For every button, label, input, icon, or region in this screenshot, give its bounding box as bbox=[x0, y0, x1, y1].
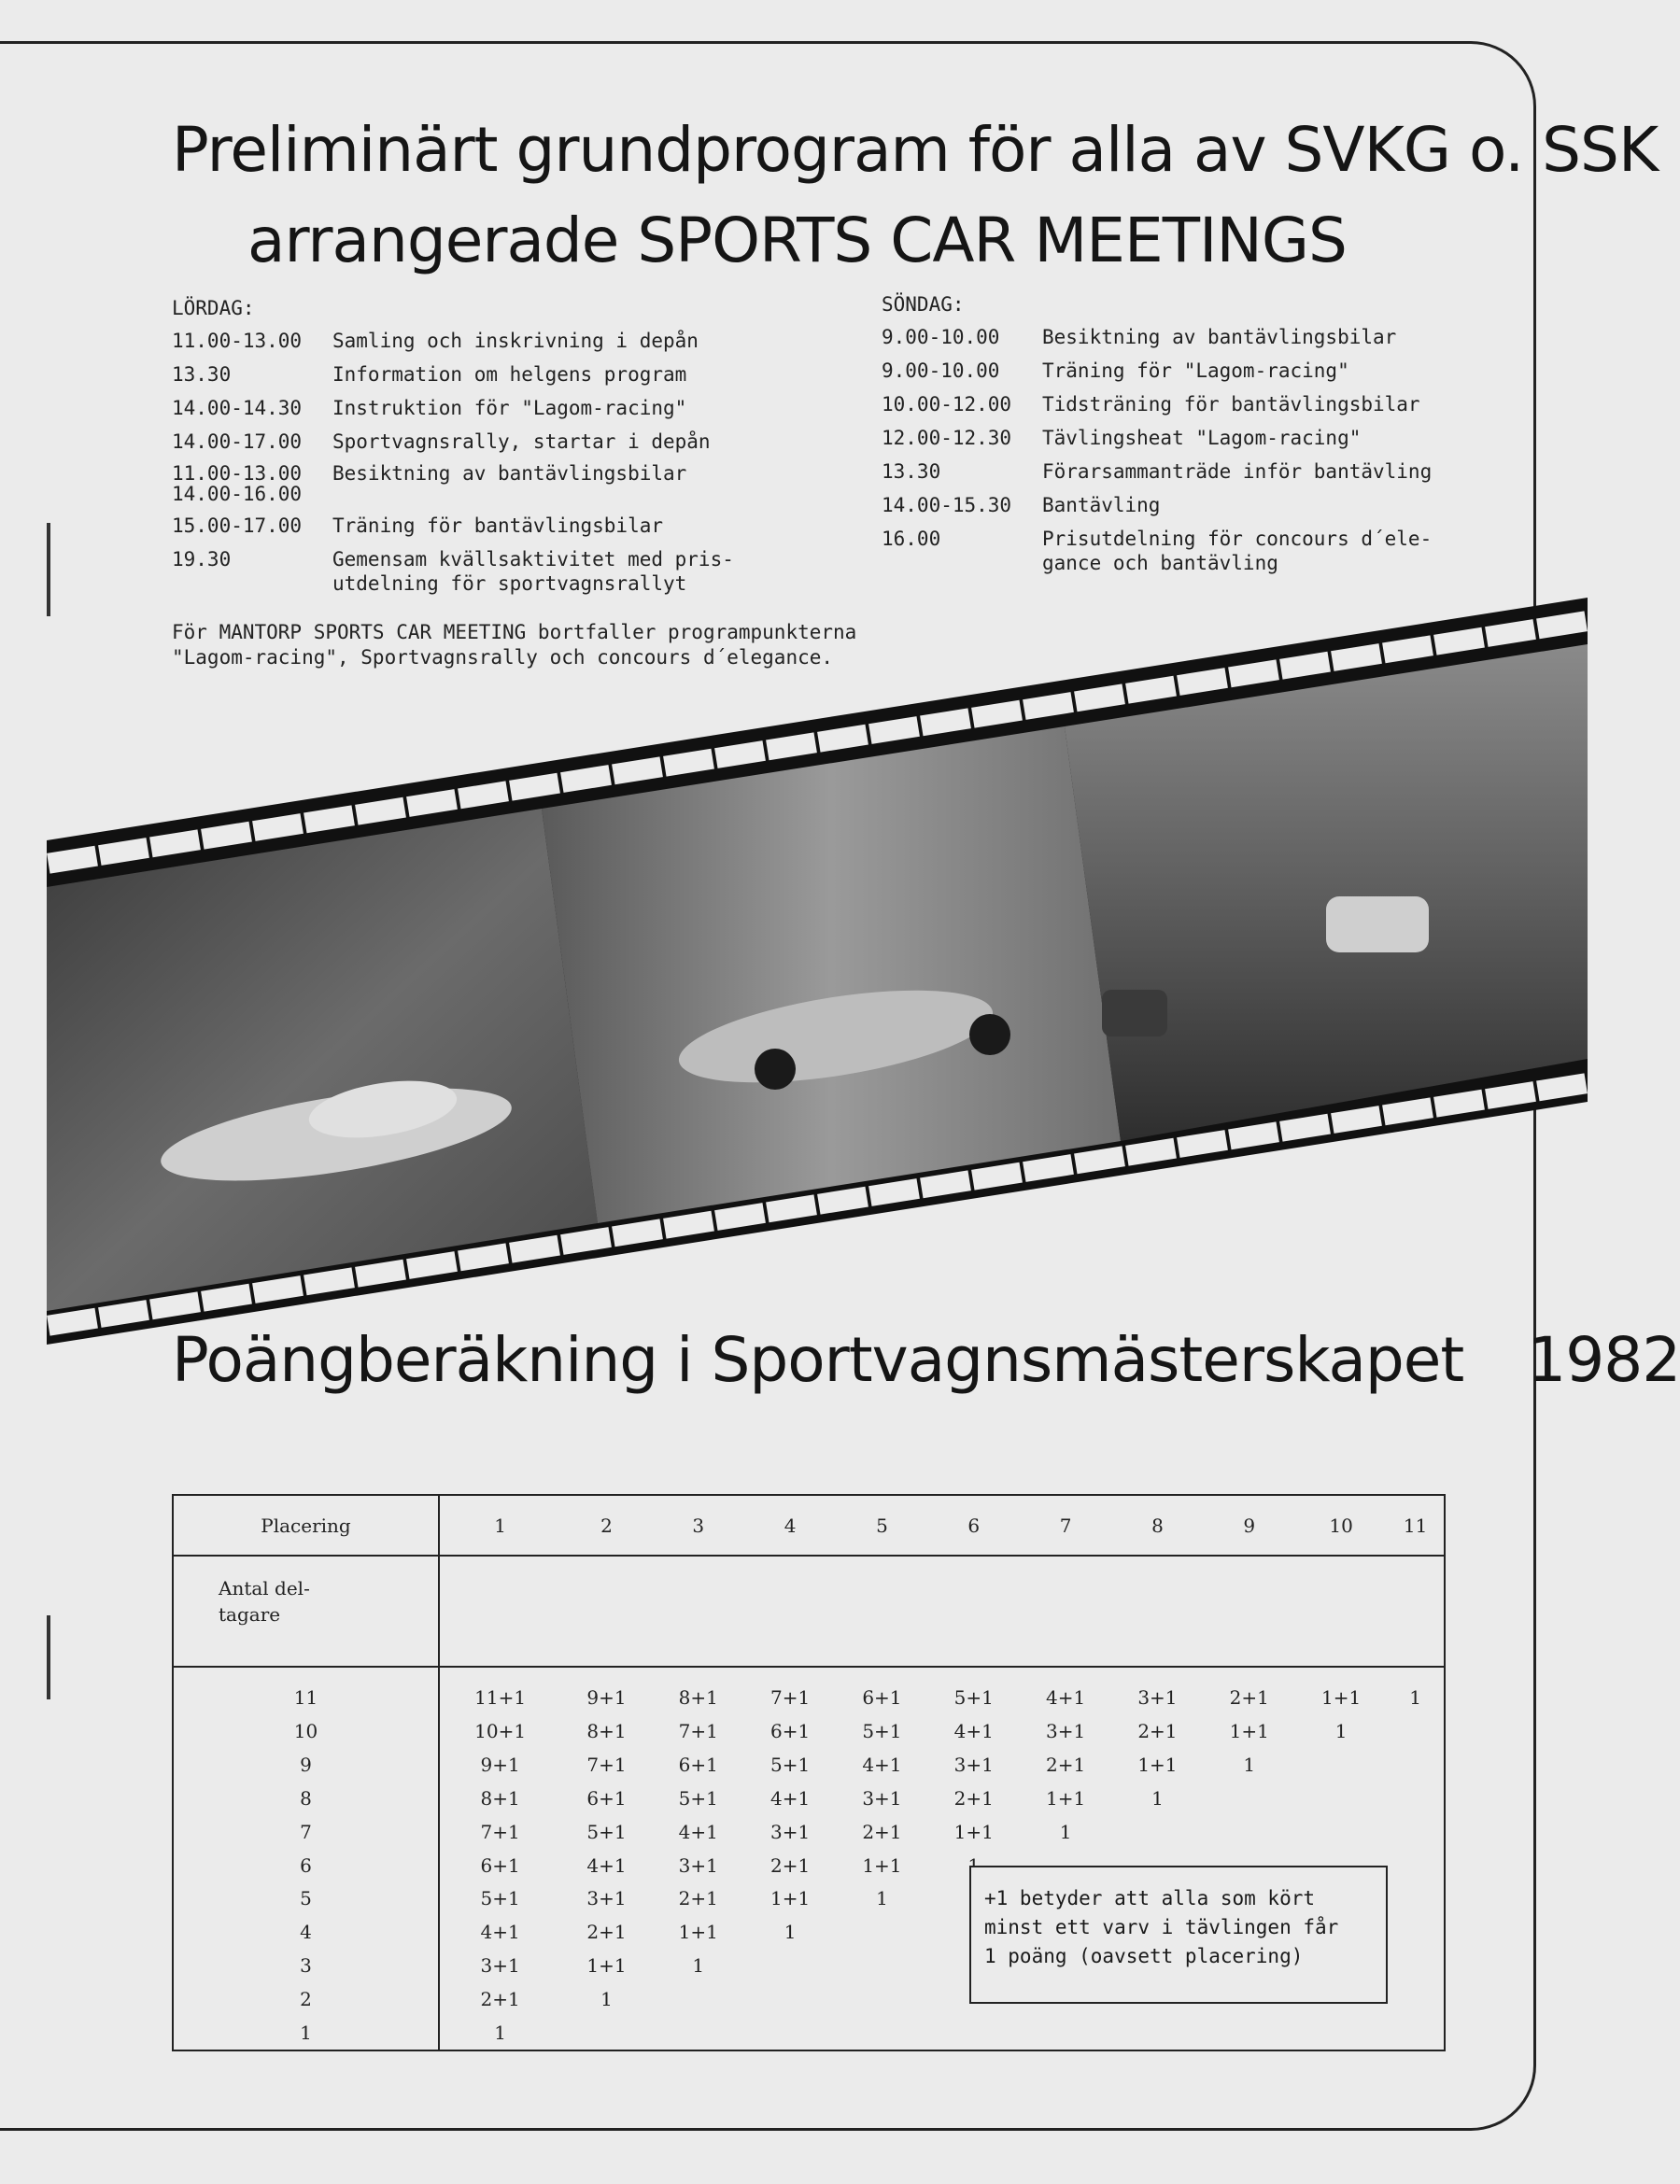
schedule-event: Information om helgens program bbox=[332, 363, 687, 386]
schedule-time: 11.00-13.00 bbox=[172, 330, 303, 352]
points-cell: 3+1 bbox=[953, 1754, 994, 1777]
binding-mark bbox=[47, 1615, 50, 1699]
points-cell: 3+1 bbox=[586, 1887, 627, 1910]
points-cell: 5+1 bbox=[678, 1786, 718, 1810]
points-cell bbox=[1387, 1782, 1445, 1815]
table-row bbox=[173, 1667, 1445, 1715]
schedule-time: 14.00-15.30 bbox=[882, 494, 1012, 516]
points-cell bbox=[1295, 1748, 1387, 1782]
sunday-label: SÖNDAG: bbox=[882, 293, 965, 316]
schedule-event: Träning för bantävlingsbilar bbox=[332, 514, 664, 537]
schedule-event: Tävlingsheat "Lagom-racing" bbox=[1042, 427, 1362, 449]
points-cell: 2+1 bbox=[1229, 1685, 1269, 1709]
points-cell: 3+1 bbox=[480, 1954, 520, 1978]
points-cell: 1 bbox=[876, 1887, 888, 1910]
schedule-event: Besiktning av bantävlingsbilar bbox=[1042, 326, 1397, 348]
points-cell: 11+1 bbox=[474, 1685, 527, 1709]
points-cell: 9+1 bbox=[586, 1685, 627, 1709]
points-cell: 6+1 bbox=[770, 1720, 811, 1743]
participants-count: 2 bbox=[173, 1982, 439, 2016]
points-cell bbox=[1387, 1949, 1445, 1982]
points-cell bbox=[1204, 1782, 1295, 1815]
points-cell bbox=[560, 2016, 652, 2050]
points-cell: 8+1 bbox=[586, 1720, 627, 1743]
points-cell: 5+1 bbox=[953, 1685, 994, 1709]
points-cell: 2+1 bbox=[1137, 1720, 1178, 1743]
points-cell bbox=[1387, 1714, 1445, 1748]
points-cell: 6+1 bbox=[480, 1853, 520, 1877]
points-cell: 1+1 bbox=[953, 1820, 994, 1843]
points-cell: 1 bbox=[1409, 1685, 1421, 1709]
points-cell bbox=[1020, 2016, 1111, 2050]
participants-count: 7 bbox=[173, 1815, 439, 1849]
schedule-event: Bantävling bbox=[1042, 494, 1161, 516]
points-cell: 2+1 bbox=[862, 1820, 902, 1843]
mantorp-note: För MANTORP SPORTS CAR MEETING bortfaller programpunkterna "Lagom-racing", Sportvagnsrally och concours d´elegance. bbox=[172, 621, 857, 669]
schedule-event: Besiktning av bantävlingsbilar bbox=[332, 462, 687, 485]
points-cell bbox=[1204, 2016, 1295, 2050]
points-cell bbox=[744, 1982, 836, 2016]
points-cell bbox=[1111, 1815, 1203, 1849]
points-cell bbox=[653, 2016, 744, 2050]
participants-header-row bbox=[173, 1556, 1445, 1666]
points-cell: 1 bbox=[1151, 1786, 1164, 1810]
points-cell: 3+1 bbox=[678, 1853, 718, 1877]
points-cell: 1+1 bbox=[586, 1954, 627, 1978]
placement-number: 4 bbox=[744, 1495, 836, 1556]
points-cell: 2+1 bbox=[586, 1921, 627, 1944]
points-cell: 4+1 bbox=[586, 1853, 627, 1877]
schedule-time: 14.00-14.30 bbox=[172, 397, 303, 419]
points-cell: 8+1 bbox=[480, 1786, 520, 1810]
participants-count: 6 bbox=[173, 1849, 439, 1882]
points-cell: 7+1 bbox=[480, 1820, 520, 1843]
placement-number: 11 bbox=[1387, 1495, 1445, 1556]
points-cell: 4+1 bbox=[480, 1921, 520, 1944]
points-cell: 5+1 bbox=[862, 1720, 902, 1743]
points-cell bbox=[836, 2016, 927, 2050]
scoring-title bbox=[172, 1324, 1680, 1396]
points-cell: 7+1 bbox=[770, 1685, 811, 1709]
points-cell: 2+1 bbox=[1045, 1754, 1086, 1777]
points-cell bbox=[1295, 1782, 1387, 1815]
points-cell bbox=[744, 1949, 836, 1982]
placement-number: 5 bbox=[836, 1495, 927, 1556]
points-cell bbox=[1387, 1915, 1445, 1949]
placement-number: 10 bbox=[1295, 1495, 1387, 1556]
points-cell: 8+1 bbox=[678, 1685, 718, 1709]
placement-number: 9 bbox=[1204, 1495, 1295, 1556]
schedule-time: 9.00-10.00 bbox=[882, 326, 1000, 348]
points-cell: 1 bbox=[1059, 1820, 1072, 1843]
schedule-event: Tidsträning för bantävlingsbilar bbox=[1042, 393, 1420, 416]
table-row bbox=[173, 1748, 1445, 1782]
points-cell: 1+1 bbox=[1045, 1786, 1086, 1810]
table-row bbox=[173, 2016, 1445, 2050]
schedule-event: Samling och inskrivning i depån bbox=[332, 330, 699, 352]
points-cell: 5+1 bbox=[480, 1887, 520, 1910]
points-cell: 6+1 bbox=[586, 1786, 627, 1810]
scoring-title-text: Poängberäkning i Sportvagnsmästerskapet bbox=[172, 1324, 1464, 1396]
points-cell: 5+1 bbox=[770, 1754, 811, 1777]
points-cell: 6+1 bbox=[862, 1685, 902, 1709]
participants-count: 3 bbox=[173, 1949, 439, 1982]
placement-number: 1 bbox=[439, 1495, 560, 1556]
points-cell: 1 bbox=[494, 2021, 507, 2044]
points-cell: 1+1 bbox=[770, 1887, 811, 1910]
scoring-year: 1982 bbox=[1527, 1324, 1680, 1396]
schedule-event: Prisutdelning för concours d´ele- gance och bantävling bbox=[1042, 528, 1433, 574]
points-cell: 1+1 bbox=[1320, 1685, 1362, 1709]
placering-label: Placering bbox=[173, 1495, 439, 1556]
points-cell: 1 bbox=[692, 1954, 705, 1978]
points-cell: 1 bbox=[600, 1988, 613, 2011]
table-row bbox=[173, 1815, 1445, 1849]
points-cell: 1 bbox=[1243, 1754, 1256, 1777]
saturday-label: LÖRDAG: bbox=[172, 297, 255, 319]
schedule-time: 12.00-12.30 bbox=[882, 427, 1012, 449]
points-cell: 9+1 bbox=[480, 1754, 520, 1777]
points-cell: 2+1 bbox=[480, 1988, 520, 2011]
points-cell: 1 bbox=[1334, 1720, 1348, 1743]
points-cell bbox=[928, 2016, 1020, 2050]
points-cell bbox=[1111, 2016, 1203, 2050]
schedule-time: 19.30 bbox=[172, 548, 232, 571]
points-cell: 4+1 bbox=[770, 1786, 811, 1810]
points-cell: 1 bbox=[784, 1921, 797, 1944]
points-cell: 4+1 bbox=[953, 1720, 994, 1743]
schedule-time: 13.30 bbox=[882, 460, 941, 483]
points-cell: 5+1 bbox=[586, 1820, 627, 1843]
table-row bbox=[173, 1714, 1445, 1748]
points-cell: 4+1 bbox=[678, 1820, 718, 1843]
points-cell: 2+1 bbox=[678, 1887, 718, 1910]
schedule-time: 13.30 bbox=[172, 363, 232, 386]
points-cell bbox=[1387, 1882, 1445, 1916]
points-cell: 1+1 bbox=[862, 1853, 902, 1877]
schedule-time: 16.00 bbox=[882, 528, 941, 550]
participants-count: 11 bbox=[173, 1667, 439, 1715]
placement-number: 2 bbox=[560, 1495, 652, 1556]
placement-number: 8 bbox=[1111, 1495, 1203, 1556]
points-cell bbox=[1295, 1815, 1387, 1849]
schedule-event: Sportvagnsrally, startar i depån bbox=[332, 430, 711, 453]
points-cell: 3+1 bbox=[862, 1786, 902, 1810]
points-cell: 1+1 bbox=[1229, 1720, 1269, 1743]
schedule-event: Träning för "Lagom-racing" bbox=[1042, 359, 1349, 382]
points-cell bbox=[836, 1915, 927, 1949]
points-cell: 6+1 bbox=[678, 1754, 718, 1777]
points-cell: 4+1 bbox=[1045, 1685, 1086, 1709]
points-cell: 1+1 bbox=[1137, 1754, 1178, 1777]
points-cell bbox=[836, 1982, 927, 2016]
participants-count: 9 bbox=[173, 1748, 439, 1782]
placement-number: 3 bbox=[653, 1495, 744, 1556]
points-cell bbox=[1387, 2016, 1445, 2050]
points-cell: 3+1 bbox=[1137, 1685, 1178, 1709]
schedule-time: 10.00-12.00 bbox=[882, 393, 1012, 416]
points-cell: 2+1 bbox=[953, 1786, 994, 1810]
schedule-event: Gemensam kvällsaktivitet med pris- utdelning för sportvagnsrallyt bbox=[332, 548, 734, 595]
points-cell bbox=[744, 2016, 836, 2050]
schedule-time: 9.00-10.00 bbox=[882, 359, 1000, 382]
scoring-legend: +1 betyder att alla som kört minst ett varv i tävlingen får 1 poäng (oavsett placering) bbox=[969, 1866, 1388, 2004]
points-cell bbox=[1295, 2016, 1387, 2050]
points-cell bbox=[1387, 1815, 1445, 1849]
participants-count: 8 bbox=[173, 1782, 439, 1815]
antal-label: Antal del- tagare bbox=[173, 1556, 439, 1666]
participants-count: 4 bbox=[173, 1915, 439, 1949]
schedule-time: 11.00-13.00 14.00-16.00 bbox=[172, 462, 303, 505]
points-cell bbox=[653, 1982, 744, 2016]
points-cell: 4+1 bbox=[862, 1754, 902, 1777]
points-cell bbox=[836, 1949, 927, 1982]
header-spacer bbox=[439, 1556, 1445, 1666]
placement-number: 7 bbox=[1020, 1495, 1111, 1556]
points-cell bbox=[1204, 1815, 1295, 1849]
page-title-line1: Preliminärt grundprogram för alla av SVKG o. SSK bbox=[172, 114, 1659, 186]
schedule-event: Instruktion för "Lagom-racing" bbox=[332, 397, 687, 419]
schedule-time: 14.00-17.00 bbox=[172, 430, 303, 453]
points-cell bbox=[1387, 1849, 1445, 1882]
points-cell: 2+1 bbox=[770, 1853, 811, 1877]
points-cell bbox=[1387, 1748, 1445, 1782]
points-cell: 7+1 bbox=[678, 1720, 718, 1743]
placement-header-row bbox=[173, 1495, 1445, 1556]
schedule-time: 15.00-17.00 bbox=[172, 514, 303, 537]
points-cell: 3+1 bbox=[1045, 1720, 1086, 1743]
participants-count: 10 bbox=[173, 1714, 439, 1748]
points-cell bbox=[1387, 1982, 1445, 2016]
participants-count: 5 bbox=[173, 1882, 439, 1916]
schedule-event: Förarsammanträde inför bantävling bbox=[1042, 460, 1433, 483]
page-title-line2: arrangerade SPORTS CAR MEETINGS bbox=[247, 204, 1347, 276]
points-cell: 1+1 bbox=[678, 1921, 718, 1944]
points-cell: 7+1 bbox=[586, 1754, 627, 1777]
participants-count: 1 bbox=[173, 2016, 439, 2050]
table-row bbox=[173, 1782, 1445, 1815]
placement-number: 6 bbox=[928, 1495, 1020, 1556]
points-cell: 3+1 bbox=[770, 1820, 811, 1843]
points-cell: 10+1 bbox=[474, 1720, 527, 1743]
